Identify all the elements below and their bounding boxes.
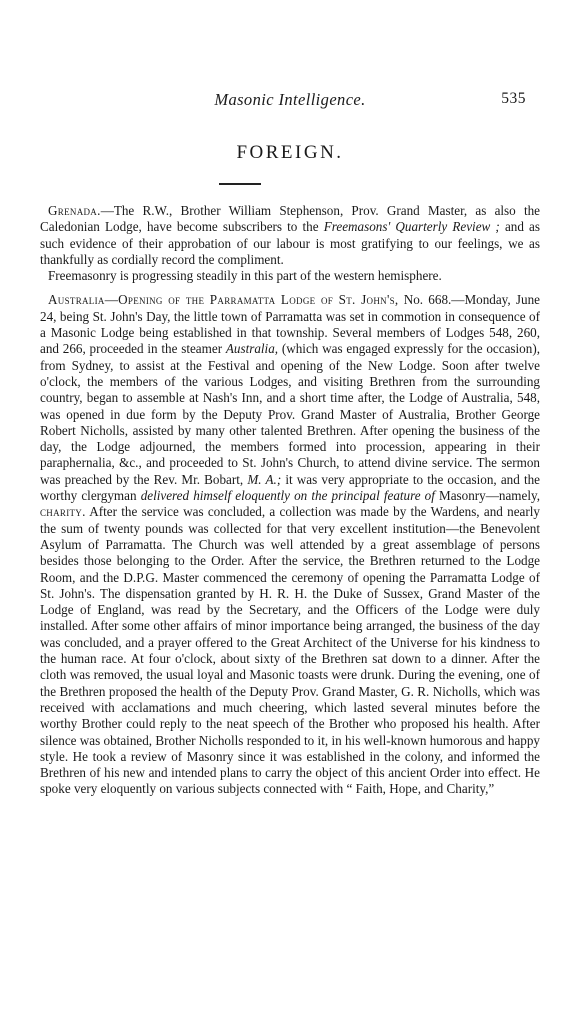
text-run: charity. xyxy=(40,504,86,520)
text-run: Freemasonry is progressing steadily in this part of the western hemisphere. xyxy=(48,268,442,284)
text-run: After the service was concluded, a collection was made by the Wardens, and nearly the sum of twenty pounds was collected for that very excellent institution—the Benevolent Asylum of Parramatta. The Church was well attended by a great assemblage of persons besides those belonging to the Order. After the service, the Brethren returned to the Lodge Room, and the D.P.G. Master commenced the ceremony of opening the Parramatta Lodge of St. John's. The dispensation granted by H. R. H. the Duke of Sussex, Grand Master of the Lodge of England, was read by the Secretary, and the Officers of the Lodge were duly installed. After some other affairs of minor importance being arranged, the business of the day was concluded, and a prayer offered to the Great Architect of the Universe for his kindness to the human race. At four o'clock, about sixty of the Brethren sat down to a dinner. After the cloth was removed, the usual loyal and Masonic toasts were drunk. During the evening, one of the Brethren proposed the health of the Deputy Prov. Grand Master, G. R. Nicholls, which was received with acclamations and much cheering, which lasted several minutes before the worthy Brother could reply to the neat speech of the Brother who proposed his health. After silence was obtained, Brother Nicholls responded to it, in his well-known humorous and happy style. He took a review of Masonry since it was established in the colony, and informed the Brethren of his new and intended plans to carry the object of this ancient Order into effect. He spoke very eloquently on various subjects connected with “ Faith, Hope, and Charity,” xyxy=(40,504,540,797)
text-run: No. 668.—Monday, June 24, being St. John's Day, the little town of Parramatta was set in commotion in consequence of a Masonic Lodge being established in that township. Several members of Lodges 548, 260, and 266, proceeded in the steamer xyxy=(40,292,540,357)
text-run: M. A.; xyxy=(247,471,282,487)
section-divider-rule xyxy=(219,183,261,185)
paragraph xyxy=(40,292,540,797)
text-run: —The R.W., Brother William Stephenson, Prov. Grand Master, as also the Caledonian Lodge, have become subscribers to the xyxy=(40,203,540,235)
article-body xyxy=(40,203,540,798)
text-run: delivered himself eloquently on the principal feature of xyxy=(140,488,435,504)
text-run: Freemasons' Quarterly Review ; xyxy=(323,219,500,235)
running-head xyxy=(40,90,540,112)
running-title: Masonic Intelligence. xyxy=(214,90,366,109)
text-run: (which was engaged expressly for the occasion), from Sydney, to assist at the Festival and opening of the New Lodge. Soon after twelve o'clock, the members of the various Lodges, and visiting Brethren from the surrounding country, began to assemble at Nash's Inn, and a short time after, the Lodge of Australia, 548, was opened in due form by the Deputy Prov. Grand Master of Australia, Brother George Robert Nicholls, assisted by many other talented Brethren. After opening the business of the day, the Lodge adjourned, the members formed into procession, appearing in their paraphernalia, &c., and proceeded to St. John's Church, to attend divine service. The sermon was preached by the Rev. Mr. Bobart, xyxy=(40,341,540,487)
text-run: Australia—Opening of the Parramatta Lodge of St. John's, xyxy=(48,292,399,308)
text-run: Grenada. xyxy=(48,203,101,218)
paragraph xyxy=(40,203,540,268)
text-run: and as such evidence of their approbation of our labour is most gratifying to our feelings, we as thankfully as cordially record the compliment. xyxy=(40,219,540,267)
text-run: it was very appropriate to the occasion, and the worthy clergyman xyxy=(40,471,541,504)
section-title: FOREIGN. xyxy=(236,142,344,163)
paragraph xyxy=(40,268,540,284)
text-run: Masonry—namely, xyxy=(434,488,540,504)
text-run: Australia, xyxy=(225,341,279,357)
page-number: 535 xyxy=(501,90,526,107)
